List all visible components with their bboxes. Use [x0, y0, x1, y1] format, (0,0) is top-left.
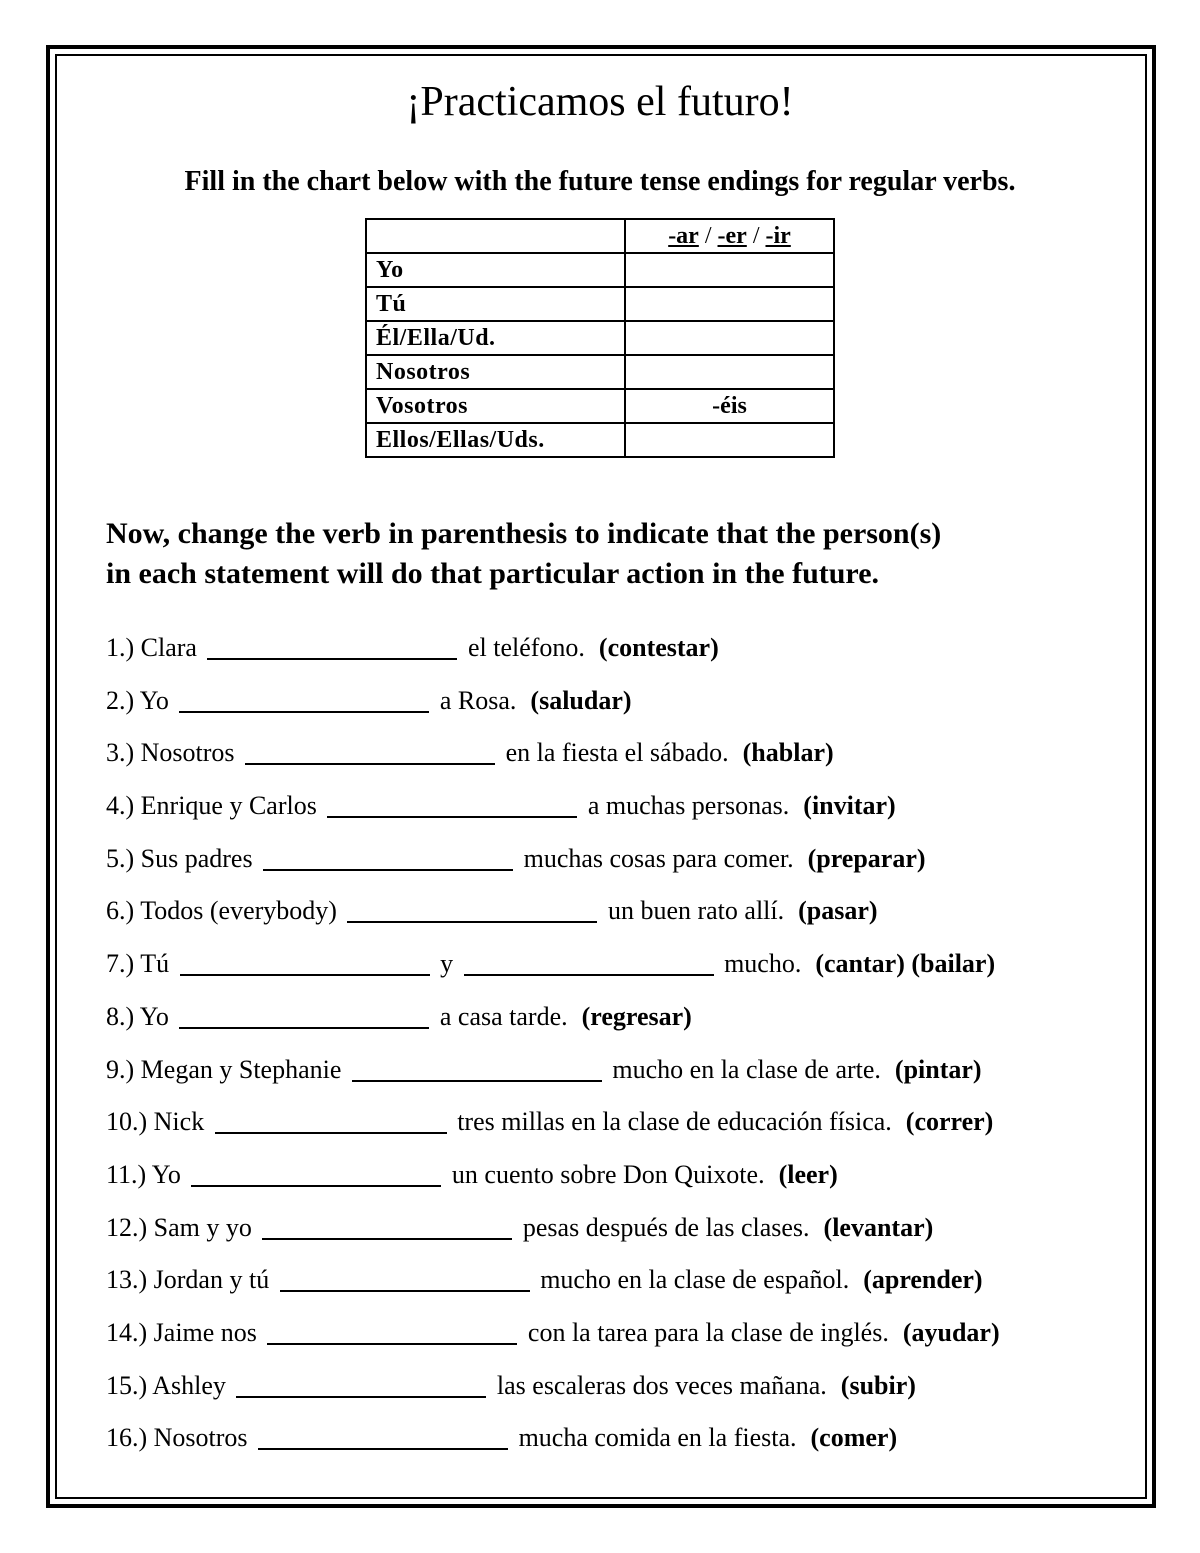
- pronoun-cell: Nosotros: [366, 355, 625, 389]
- ending-cell[interactable]: [625, 321, 834, 355]
- item-verb: (invitar): [803, 791, 896, 821]
- exercise-item: [106, 997, 1106, 1050]
- exercise-item: [106, 1102, 1106, 1155]
- item-verb: (comer): [810, 1423, 898, 1453]
- chart-row: [366, 253, 834, 287]
- chart-header-row: [366, 219, 834, 253]
- item-prefix: 5.) Sus padres: [106, 843, 253, 873]
- item-verb: (pasar): [798, 896, 878, 926]
- conjugation-chart: [365, 218, 835, 458]
- answer-blank[interactable]: [191, 1159, 441, 1187]
- item-suffix: mucho en la clase de español.: [540, 1265, 850, 1295]
- item-verb: (correr): [905, 1107, 994, 1137]
- item-prefix: 14.) Jaime nos: [106, 1317, 257, 1347]
- page-title: ¡Practicamos el futuro!: [406, 79, 794, 125]
- item-verb: (preparar): [807, 843, 926, 873]
- pronoun-cell: Él/Ella/Ud.: [366, 321, 625, 355]
- item-suffix: un buen rato allí.: [607, 896, 785, 926]
- ending-er: -er: [717, 223, 747, 249]
- item-suffix: muchas cosas para comer.: [523, 843, 794, 873]
- item-suffix: con la tarea para la clase de inglés.: [527, 1317, 889, 1347]
- exercise-item: [106, 944, 1106, 997]
- answer-blank[interactable]: [327, 790, 577, 818]
- item-suffix: a Rosa.: [439, 685, 517, 715]
- item-suffix: en la fiesta el sábado.: [505, 738, 729, 768]
- item-verb: (pintar): [894, 1054, 982, 1084]
- answer-blank[interactable]: [180, 948, 430, 976]
- directions-line: Now, change the verb in parenthesis to indicate that the person(s): [106, 517, 942, 550]
- exercise-item: [106, 681, 1106, 734]
- item-suffix: mucho.: [724, 949, 802, 979]
- exercise-item: [106, 1155, 1106, 1208]
- ending-cell[interactable]: [625, 253, 834, 287]
- chart-row: [366, 389, 834, 423]
- item-prefix: 9.) Megan y Stephanie: [106, 1054, 342, 1084]
- separator: /: [698, 223, 718, 249]
- exercise-item: [106, 891, 1106, 944]
- ending-cell: -éis: [625, 389, 834, 423]
- item-prefix: 16.) Nosotros: [106, 1423, 248, 1453]
- exercise-list: [106, 628, 1106, 1471]
- exercise-item: [106, 733, 1106, 786]
- chart-instructions: Fill in the chart below with the future tense endings for regular verbs.: [184, 166, 1016, 197]
- item-middle: y: [440, 949, 454, 979]
- item-suffix: mucho en la clase de arte.: [612, 1054, 881, 1084]
- exercise-item: [106, 1366, 1106, 1419]
- exercise-item: [106, 839, 1106, 892]
- item-suffix: mucha comida en la fiesta.: [518, 1423, 797, 1453]
- answer-blank[interactable]: [258, 1422, 508, 1450]
- answer-blank[interactable]: [245, 737, 495, 765]
- item-prefix: 3.) Nosotros: [106, 738, 235, 768]
- item-prefix: 10.) Nick: [106, 1107, 205, 1137]
- exercise-item: [106, 1208, 1106, 1261]
- exercise-directions: [106, 514, 1106, 594]
- answer-blank[interactable]: [352, 1054, 602, 1082]
- exercise-item: [106, 1260, 1106, 1313]
- item-verb: (subir): [840, 1370, 916, 1400]
- exercise-item: [106, 628, 1106, 681]
- item-verb: (leer): [778, 1159, 838, 1189]
- pronoun-cell: Vosotros: [366, 389, 625, 423]
- answer-blank[interactable]: [280, 1264, 530, 1292]
- pronoun-cell: Tú: [366, 287, 625, 321]
- item-prefix: 12.) Sam y yo: [106, 1212, 252, 1242]
- item-prefix: 7.) Tú: [106, 949, 170, 979]
- item-verb: (contestar): [598, 633, 719, 662]
- chart-header-endings: [625, 219, 834, 253]
- answer-blank[interactable]: [215, 1106, 447, 1134]
- chart-row: [366, 355, 834, 389]
- item-suffix: el teléfono.: [467, 633, 585, 662]
- item-verb: (hablar): [742, 738, 834, 768]
- answer-blank[interactable]: [179, 685, 429, 713]
- pronoun-cell: Yo: [366, 253, 625, 287]
- item-verb: (saludar): [530, 685, 632, 715]
- answer-blank[interactable]: [236, 1370, 486, 1398]
- chart-row: [366, 423, 834, 457]
- answer-blank[interactable]: [464, 948, 714, 976]
- item-suffix: un cuento sobre Don Quixote.: [451, 1159, 765, 1189]
- item-suffix: pesas después de las clases.: [522, 1212, 810, 1242]
- directions-line: in each statement will do that particular action in the future.: [106, 557, 880, 590]
- item-prefix: 13.) Jordan y tú: [106, 1265, 270, 1295]
- ending-ir: -ir: [765, 223, 791, 249]
- exercise-item: [106, 1313, 1106, 1366]
- answer-blank[interactable]: [347, 895, 597, 923]
- answer-blank[interactable]: [179, 1001, 429, 1029]
- answer-blank[interactable]: [262, 1212, 512, 1240]
- item-suffix: a muchas personas.: [587, 791, 790, 821]
- item-prefix: 15.) Ashley: [106, 1370, 226, 1400]
- item-prefix: 4.) Enrique y Carlos: [106, 791, 317, 821]
- exercise-item: [106, 1418, 1106, 1471]
- exercise-item: [106, 786, 1106, 839]
- item-verb: (levantar): [823, 1212, 934, 1242]
- ending-cell[interactable]: [625, 423, 834, 457]
- item-prefix: 1.) Clara: [106, 633, 197, 662]
- item-prefix: 8.) Yo: [106, 1001, 169, 1031]
- item-suffix: tres millas en la clase de educación física.: [457, 1107, 892, 1137]
- ending-cell[interactable]: [625, 355, 834, 389]
- chart-header-empty: [366, 219, 625, 253]
- ending-ar: -ar: [668, 223, 699, 249]
- item-prefix: 2.) Yo: [106, 685, 169, 715]
- chart-row: [366, 287, 834, 321]
- item-suffix: a casa tarde.: [439, 1001, 568, 1031]
- item-suffix: las escaleras dos veces mañana.: [496, 1370, 827, 1400]
- ending-cell[interactable]: [625, 287, 834, 321]
- exercise-item: [106, 1050, 1106, 1103]
- item-verb: (cantar) (bailar): [815, 949, 996, 979]
- answer-blank[interactable]: [207, 632, 457, 660]
- item-verb: (aprender): [863, 1265, 983, 1295]
- item-prefix: 11.) Yo: [106, 1159, 181, 1189]
- separator: /: [746, 223, 766, 249]
- item-prefix: 6.) Todos (everybody): [106, 896, 337, 926]
- answer-blank[interactable]: [263, 843, 513, 871]
- answer-blank[interactable]: [267, 1317, 517, 1345]
- item-verb: (ayudar): [902, 1317, 1000, 1347]
- chart-row: [366, 321, 834, 355]
- pronoun-cell: Ellos/Ellas/Uds.: [366, 423, 625, 457]
- item-verb: (regresar): [581, 1001, 692, 1031]
